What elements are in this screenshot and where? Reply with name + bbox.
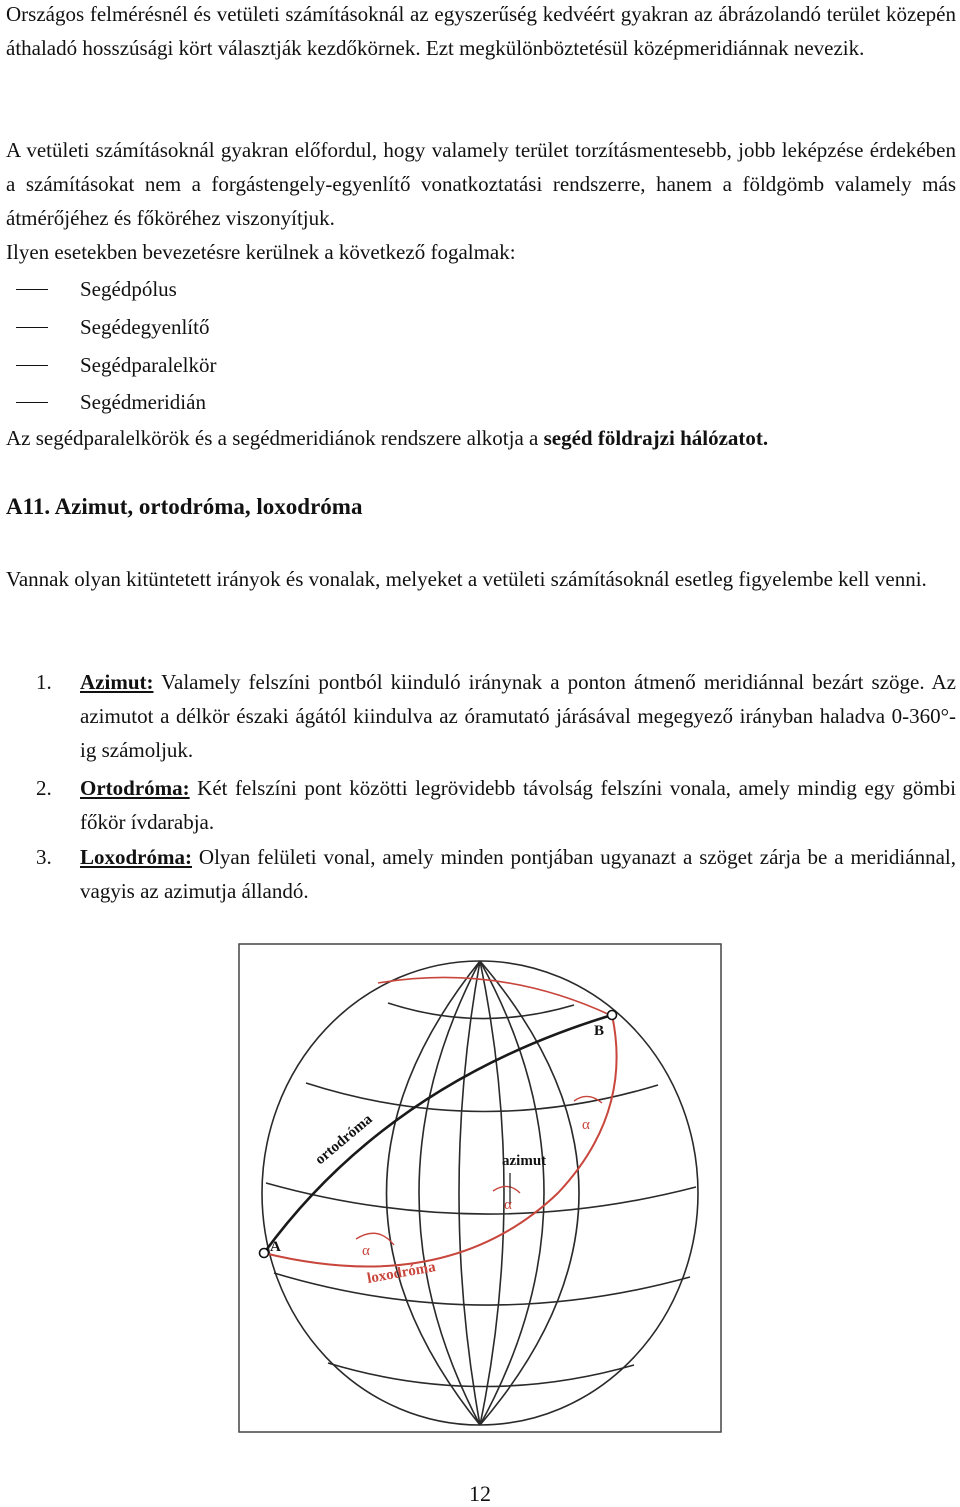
dash-bullet xyxy=(16,327,48,328)
definition-azimut: 1. Azimut: Valamely felszíni pontból kiinduló iránynak a ponton átmenő meridiánnal bezárt szöge. Az azimutot a délkör északi ágától kiindulva az óramutató járásával megegyező irányban haladva 0-360°-ig számoljuk. xyxy=(36,670,956,762)
term-ortodroma: Ortodróma: xyxy=(80,776,190,800)
label-ortodroma: ortodróma xyxy=(312,1111,376,1169)
summary-paragraph: Az segédparalelkörök és a segédmeridiánok rendszere alkotja a segéd földrajzi hálózatot. xyxy=(6,426,769,450)
figure-frame xyxy=(239,944,721,1432)
definition-ortodroma: 2. Ortodróma: Két felszíni pont közötti legrövidebb távolság felszíni vonala, amely mindig egy gömbi főkör ívdarabja. xyxy=(36,776,956,834)
intro-paragraph-1: Országos felmérésnél és vetületi számításoknál az egyszerűség kedvéért gyakran az ábrázolandó terület közepén áthaladó hosszúsági kört választják kezdőkörnek. Ezt megkülönböztetésül középmeridiánnak nevezik. xyxy=(6,2,956,60)
label-alpha-b: α xyxy=(582,1117,590,1133)
list-item-segedparalelkor: Segédparalelkör xyxy=(6,348,216,382)
point-b xyxy=(608,1011,617,1020)
label-a: A xyxy=(270,1239,281,1255)
label-alpha-a: α xyxy=(362,1243,370,1259)
label-loxodroma: loxodróma xyxy=(365,1259,437,1287)
term-azimut: Azimut: xyxy=(80,670,154,694)
list-item-segedpolus: Segédpólus xyxy=(6,272,177,306)
label-b: B xyxy=(594,1023,605,1039)
definition-loxodroma: 3. Loxodróma: Olyan felületi vonal, amely minden pontjában ugyanazt a szöget zárja be a meridiánnal, vagyis az azimutja állandó. xyxy=(36,845,956,903)
section-heading: A11. Azimut, ortodróma, loxodróma xyxy=(6,494,363,519)
section-intro: Vannak olyan kitüntetett irányok és vonalak, melyeket a vetületi számításoknál esetleg figyelembe kell venni. xyxy=(6,567,927,591)
globe-diagram xyxy=(238,943,722,1433)
list-item-segedegyenlito: Segédegyenlítő xyxy=(6,310,209,344)
label-azimut: azimut xyxy=(502,1153,547,1169)
intro-paragraph-3: Ilyen esetekben bevezetésre kerülnek a következő fogalmak: xyxy=(6,240,516,264)
intro-paragraph-2: A vetületi számításoknál gyakran előfordul, hogy valamely terület torzításmentesebb, jobb leképzése érdekében a számításokat nem a forgástengely-egyenlítő vonatkoztatási rendszerre, hanem a földgömb valamely más átmérőjéhez és főköréhez viszonyítjuk. xyxy=(6,138,956,230)
page-number: 12 xyxy=(469,1481,491,1506)
term-loxodroma: Loxodróma: xyxy=(80,845,192,869)
dash-bullet xyxy=(16,289,48,290)
point-a xyxy=(260,1249,269,1258)
list-item-segedmeridian: Segédmeridián xyxy=(6,385,206,419)
dash-bullet xyxy=(16,402,48,403)
dash-bullet xyxy=(16,365,48,366)
globe-figure xyxy=(238,943,722,1433)
label-alpha-mid: α xyxy=(504,1197,512,1213)
